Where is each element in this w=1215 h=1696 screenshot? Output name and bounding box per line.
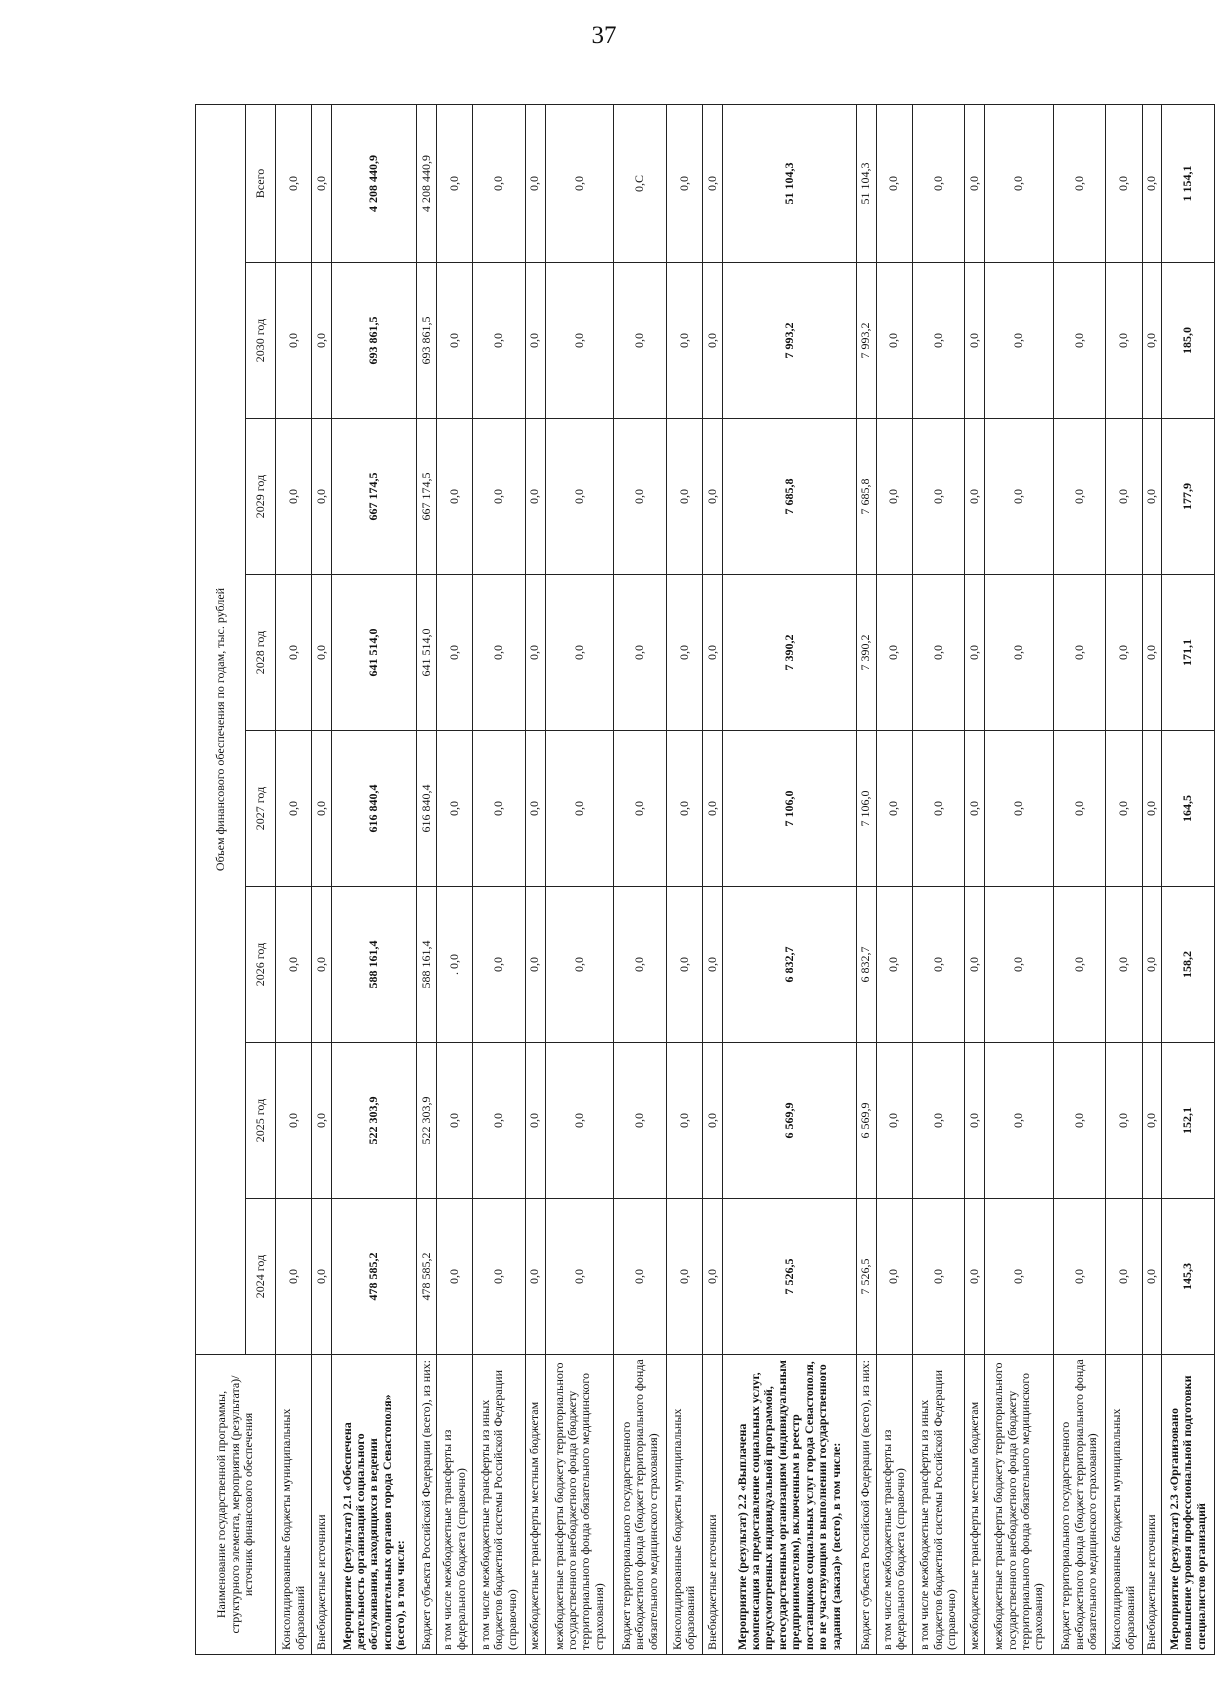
row-value: 177,9 — [1162, 419, 1215, 575]
table-row — [666, 104, 702, 1654]
row-value: 158,2 — [1162, 887, 1215, 1043]
row-value: 0,0 — [985, 1043, 1054, 1199]
row-value: 0,0 — [545, 575, 614, 731]
row-value: 0,0 — [985, 104, 1054, 262]
row-value: 0,0 — [545, 731, 614, 887]
row-value: 0,0 — [1142, 731, 1162, 887]
row-name: Внебюджетные источники — [1142, 1355, 1162, 1655]
row-name: в том числе межбюджетные трансферты из федерального бюджета (справочно) — [437, 1355, 473, 1655]
row-value: 0,0 — [312, 731, 332, 887]
row-value: 0,0 — [276, 263, 312, 419]
row-value: 0,0 — [525, 104, 545, 262]
row-name: Мероприятие (результат) 2.1 «Обеспечена деятельность организаций социального обслуживания, находящихся в ведении исполнительных органов города Севастополя» (всего), в том числе: — [332, 1355, 417, 1655]
row-value: 0,0 — [473, 575, 525, 731]
row-value: 522 303,9 — [417, 1043, 437, 1199]
table-row — [473, 104, 525, 1654]
row-value: 0,0 — [276, 887, 312, 1043]
row-value: 0,0 — [312, 104, 332, 262]
row-value: 7 685,8 — [722, 419, 856, 575]
table-row — [1106, 104, 1142, 1654]
row-value: 0,0 — [702, 104, 722, 262]
table-row — [965, 104, 985, 1654]
header-year: 2028 год — [246, 575, 276, 731]
page-number: 37 — [591, 22, 617, 49]
row-value: 145,3 — [1162, 1199, 1215, 1355]
row-value: 0,0 — [912, 419, 964, 575]
row-value: 0,0 — [1053, 1043, 1105, 1199]
row-value: 0,0 — [312, 1199, 332, 1355]
row-value: 0,0 — [912, 575, 964, 731]
row-value: 0,0 — [666, 1043, 702, 1199]
row-value: 0,0 — [876, 1199, 912, 1355]
table-row — [1142, 104, 1162, 1654]
row-value: 0,0 — [276, 419, 312, 575]
row-value: 0,0 — [965, 887, 985, 1043]
row-value: 0,0 — [912, 1043, 964, 1199]
row-value: 0,0 — [912, 1199, 964, 1355]
row-value: 0,0 — [876, 1043, 912, 1199]
row-name: межбюджетные трансферты бюджету территориального государственного внебюджетного фонда (бюджету территориального фонда обязательного медицинского страхования) — [545, 1355, 614, 1655]
row-value: 0,0 — [1053, 887, 1105, 1043]
row-value: 0,0 — [276, 731, 312, 887]
row-value: 0,0 — [1053, 731, 1105, 887]
row-value: 0,0 — [985, 1199, 1054, 1355]
row-value: 0,0 — [525, 575, 545, 731]
row-value: 0,0 — [545, 1199, 614, 1355]
row-value: 0,0 — [525, 731, 545, 887]
row-name: Консолидированные бюджеты муниципальных образований — [666, 1355, 702, 1655]
row-value: 0,0 — [1053, 104, 1105, 262]
row-value: 0,0 — [965, 263, 985, 419]
row-value: 164,5 — [1162, 731, 1215, 887]
row-value: 0,0 — [276, 1199, 312, 1355]
row-value: 0,0 — [912, 731, 964, 887]
row-value: 0,0 — [1142, 887, 1162, 1043]
row-value: 0,0 — [473, 1043, 525, 1199]
row-value: 51 104,3 — [722, 104, 856, 262]
row-value: 0,0 — [614, 419, 666, 575]
header-volume-title: Объем финансового обеспечения по годам, тыс. рублей — [196, 104, 246, 1354]
row-value: 7 526,5 — [722, 1199, 856, 1355]
table-row — [332, 104, 417, 1654]
row-value: 641 514,0 — [332, 575, 417, 731]
row-value: 0,0 — [437, 731, 473, 887]
row-name: Мероприятие (результат) 2.3 «Организовано повышение уровня профессиональной подготовки специалистов организаций — [1162, 1355, 1215, 1655]
row-value: 0,0 — [1142, 1043, 1162, 1199]
row-value: 0,0 — [1142, 419, 1162, 575]
row-name: Консолидированные бюджеты муниципальных образований — [1106, 1355, 1142, 1655]
table-row — [437, 104, 473, 1654]
row-value: 0,0 — [437, 1043, 473, 1199]
row-value: 0,0 — [876, 731, 912, 887]
row-value: 0,0 — [437, 104, 473, 262]
row-value: 693 861,5 — [417, 263, 437, 419]
row-value: 0,0 — [702, 1043, 722, 1199]
row-value: 0,0 — [614, 1043, 666, 1199]
row-value: 0,0 — [702, 731, 722, 887]
row-value: 0,0 — [702, 263, 722, 419]
table-row — [722, 104, 856, 1654]
table-row — [985, 104, 1054, 1654]
row-value: 0,0 — [985, 419, 1054, 575]
row-value: 0,0 — [312, 263, 332, 419]
row-value: 0,0 — [1053, 575, 1105, 731]
row-value: 616 840,4 — [417, 731, 437, 887]
row-value: 0,0 — [525, 1199, 545, 1355]
row-value: 693 861,5 — [332, 263, 417, 419]
row-value: 478 585,2 — [417, 1199, 437, 1355]
row-value: 0,0 — [1053, 1199, 1105, 1355]
row-value: 1 154,1 — [1162, 104, 1215, 262]
row-value: 0,0 — [545, 263, 614, 419]
row-value: 0,0 — [702, 419, 722, 575]
row-value: 0,0 — [666, 263, 702, 419]
row-value: 616 840,4 — [332, 731, 417, 887]
row-value: 0,0 — [666, 1199, 702, 1355]
row-value: 0,0 — [473, 419, 525, 575]
financing-table — [195, 104, 1215, 1655]
row-value: 0,0 — [876, 575, 912, 731]
row-value: 0,0 — [666, 731, 702, 887]
row-name: межбюджетные трансферты местным бюджетам — [965, 1355, 985, 1655]
row-value: 0,0 — [912, 104, 964, 262]
row-value: 478 585,2 — [332, 1199, 417, 1355]
row-value: 0,0 — [702, 1199, 722, 1355]
header-year: 2029 год — [246, 419, 276, 575]
row-value: 0,0 — [666, 575, 702, 731]
row-value: 0,0 — [312, 419, 332, 575]
row-value: 0,0 — [545, 419, 614, 575]
row-value: 0,0 — [702, 575, 722, 731]
row-value: 641 514,0 — [417, 575, 437, 731]
row-value: 0,0 — [666, 104, 702, 262]
row-value: 0,0 — [473, 731, 525, 887]
row-value: 4 208 440,9 — [417, 104, 437, 262]
row-value: 0,0 — [312, 575, 332, 731]
table-row — [1053, 104, 1105, 1654]
row-name: межбюджетные трансферты бюджету территориального государственного внебюджетного фонда (бюджету территориального фонда обязательного медицинского страхования) — [985, 1355, 1054, 1655]
row-value: 0,0 — [473, 263, 525, 419]
row-value: 0,0 — [912, 887, 964, 1043]
row-value: 0,0 — [985, 575, 1054, 731]
row-value: 171,1 — [1162, 575, 1215, 731]
row-value: 4 208 440,9 — [332, 104, 417, 262]
row-value: 0,0 — [876, 104, 912, 262]
row-value: 0,0 — [1106, 887, 1142, 1043]
row-value: 6 832,7 — [856, 887, 876, 1043]
row-value: 0,0 — [312, 1043, 332, 1199]
table-row — [276, 104, 312, 1654]
row-value: 0,0 — [965, 731, 985, 887]
row-value: 0,0 — [545, 887, 614, 1043]
row-name: Внебюджетные источники — [702, 1355, 722, 1655]
table-row — [545, 104, 614, 1654]
row-value: 152,1 — [1162, 1043, 1215, 1199]
row-value: 185,0 — [1162, 263, 1215, 419]
rotated-table-container — [195, 105, 1215, 1655]
row-value: 0,0 — [965, 1043, 985, 1199]
row-value: 0,0 — [545, 104, 614, 262]
row-value: 51 104,3 — [856, 104, 876, 262]
table-row — [525, 104, 545, 1654]
row-value: 0,0 — [1106, 263, 1142, 419]
table-row — [876, 104, 912, 1654]
row-value: 0,0 — [473, 104, 525, 262]
row-value: 0,0 — [473, 887, 525, 1043]
row-value: 0,0 — [876, 887, 912, 1043]
row-value: 667 174,5 — [332, 419, 417, 575]
row-value: 6 569,9 — [722, 1043, 856, 1199]
row-value: 7 685,8 — [856, 419, 876, 575]
row-value: 7 106,0 — [856, 731, 876, 887]
row-value: 0,0 — [985, 263, 1054, 419]
table-row — [702, 104, 722, 1654]
row-name: в том числе межбюджетные трансферты из иных бюджетов бюджетной системы Российской Федерации (справочно) — [912, 1355, 964, 1655]
row-value: 0,0 — [525, 1043, 545, 1199]
header-year: 2025 год — [246, 1043, 276, 1199]
row-value: 0,0 — [1053, 263, 1105, 419]
row-value: 0,0 — [965, 419, 985, 575]
row-value: 588 161,4 — [417, 887, 437, 1043]
row-value: 0,0 — [437, 419, 473, 575]
row-value: 0,0 — [702, 887, 722, 1043]
header-year: 2027 год — [246, 731, 276, 887]
row-value: 7 390,2 — [722, 575, 856, 731]
header-year: 2026 год — [246, 887, 276, 1043]
row-value: 0,С — [614, 104, 666, 262]
row-value: 0,0 — [1142, 575, 1162, 731]
header-name-column: Наименование государственной программы, структурного элемента, мероприятия (результата)/источник финансового обеспечения — [196, 1355, 276, 1655]
table-row — [312, 104, 332, 1654]
table-row — [912, 104, 964, 1654]
row-value: 0,0 — [1142, 1199, 1162, 1355]
row-value: 0,0 — [965, 1199, 985, 1355]
row-value: 0,0 — [666, 887, 702, 1043]
row-value: 0,0 — [1106, 1043, 1142, 1199]
row-name: межбюджетные трансферты местным бюджетам — [525, 1355, 545, 1655]
row-value: 0,0 — [965, 575, 985, 731]
row-value: 0,0 — [876, 263, 912, 419]
row-value: 7 993,2 — [856, 263, 876, 419]
header-year: 2024 год — [246, 1199, 276, 1355]
row-value: 522 303,9 — [332, 1043, 417, 1199]
row-value: 0,0 — [276, 104, 312, 262]
row-value: 7 390,2 — [856, 575, 876, 731]
row-value: 0,0 — [276, 1043, 312, 1199]
row-value: 0,0 — [1106, 731, 1142, 887]
row-value: 0,0 — [614, 575, 666, 731]
row-value: 0,0 — [1106, 104, 1142, 262]
row-value: 0,0 — [965, 104, 985, 262]
header-year: 2030 год — [246, 263, 276, 419]
row-value: 667 174,5 — [417, 419, 437, 575]
row-value: 0,0 — [312, 887, 332, 1043]
row-value: 0,0 — [614, 1199, 666, 1355]
row-value: 0,0 — [473, 1199, 525, 1355]
row-value: 0,0 — [276, 575, 312, 731]
table-row — [1162, 104, 1215, 1654]
row-value: 0,0 — [876, 419, 912, 575]
row-name: Мероприятие (результат) 2.2 «Выплачена компенсация за предоставление социальных услуг, предусмотренных индивидуальной программой, негосударственным организациям (индивидуальным предпринимателям), включенным в реестр поставщиков социальных услуг города Севастополя, но не участвующим в выполнении государственного задания (заказа)» (всего), в том числе: — [722, 1355, 856, 1655]
row-value: . 0,0 — [437, 887, 473, 1043]
row-value: 7 106,0 — [722, 731, 856, 887]
row-value: 6 569,9 — [856, 1043, 876, 1199]
row-value: 0,0 — [1106, 1199, 1142, 1355]
table-row — [417, 104, 437, 1654]
row-name: Бюджет субъекта Российской Федерации (всего), из них: — [417, 1355, 437, 1655]
row-value: 0,0 — [1106, 575, 1142, 731]
row-name: в том числе межбюджетные трансферты из федерального бюджета (справочно) — [876, 1355, 912, 1655]
row-value: 0,0 — [1106, 419, 1142, 575]
row-value: 0,0 — [1053, 419, 1105, 575]
row-name: Бюджет субъекта Российской Федерации (всего), из них: — [856, 1355, 876, 1655]
row-value: 588 161,4 — [332, 887, 417, 1043]
row-name: Бюджет территориального государственного внебюджетного фонда (бюджет территориального фонда обязательного медицинского страхования) — [614, 1355, 666, 1655]
table-row — [614, 104, 666, 1654]
row-value: 0,0 — [545, 1043, 614, 1199]
row-value: 0,0 — [525, 887, 545, 1043]
row-value: 6 832,7 — [722, 887, 856, 1043]
header-year: Всего — [246, 104, 276, 262]
table-row — [856, 104, 876, 1654]
row-value: 0,0 — [437, 575, 473, 731]
row-value: 0,0 — [437, 1199, 473, 1355]
row-value: 0,0 — [1142, 104, 1162, 262]
row-value: 0,0 — [614, 731, 666, 887]
row-name: Бюджет территориального государственного внебюджетного фонда (бюджет территориального фонда обязательного медицинского страхования) — [1053, 1355, 1105, 1655]
row-value: 0,0 — [666, 419, 702, 575]
row-name: в том числе межбюджетные трансферты из иных бюджетов бюджетной системы Российской Федерации (справочно) — [473, 1355, 525, 1655]
row-value: 0,0 — [985, 731, 1054, 887]
row-value: 0,0 — [1142, 263, 1162, 419]
row-value: 0,0 — [985, 887, 1054, 1043]
row-value: 0,0 — [614, 263, 666, 419]
row-value: 0,0 — [525, 419, 545, 575]
row-value: 7 993,2 — [722, 263, 856, 419]
row-value: 0,0 — [614, 887, 666, 1043]
row-name: Консолидированные бюджеты муниципальных образований — [276, 1355, 312, 1655]
row-name: Внебюджетные источники — [312, 1355, 332, 1655]
row-value: 7 526,5 — [856, 1199, 876, 1355]
row-value: 0,0 — [912, 263, 964, 419]
row-value: 0,0 — [437, 263, 473, 419]
row-value: 0,0 — [525, 263, 545, 419]
